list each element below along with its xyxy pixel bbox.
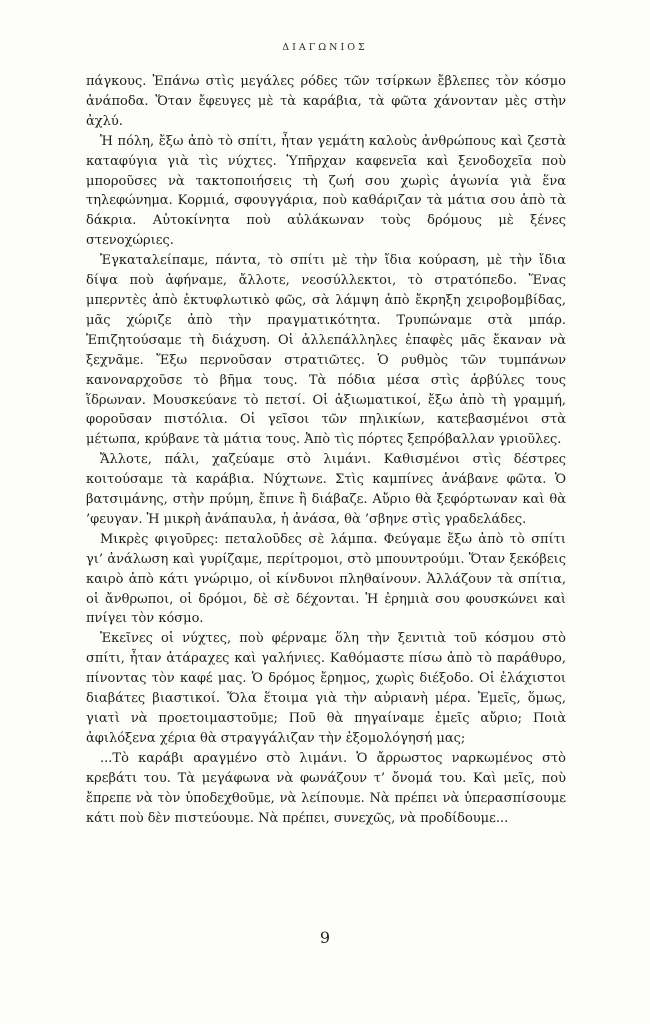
paragraph-3: Ἐγκαταλείπαμε, πάντα, τὸ σπίτι μὲ τὴν ἴδια κούραση, μὲ τὴν ἴδια δίψα ποὺ ἀφήναμε, ἄλλοτε, νεοσύλλεκτοι, τὸ στρατόπεδο. Ἕνας μπερντὲς ἀπὸ ἐκτυφλωτικὸ φῶς, σὰ λάμψη ἀπὸ ἔκρηξη χειροβομβίδας, μᾶς χώριζε ἀπὸ τὴν πραγματικότητα. Τρυπώναμε στὰ μπάρ. Ἐπιζητούσαμε τὴ διάχυση. Οἱ ἀλλεπάλληλες ἐπαφὲς μᾶς ἔκαναν νὰ ξεχνᾶμε. Ἔξω περνοῦσαν στρατιῶτες. Ὁ ρυθμὸς τῶν τυμπάνων κανοναρχοῦσε τὸ βῆμα τους. Τὰ πόδια μέσα στὶς ἀρβύλες τους ἵδρωναν. Μουσκεύανε τὸ πετσί. Οἱ ἀξιωματικοί, ἔξω ἀπὸ τὴ γραμμή, φοροῦσαν πιστόλια. Οἱ γεῖσοι τῶν πηλικίων, κατεβασμένοι στὰ μέτωπα, κρύβανε τὰ μάτια τους. Ἀπὸ τὶς πόρτες ξεπρόβαλλαν γριοῦλες. — [86, 253, 566, 448]
paragraph-7: ...Τὸ καράβι αραγμένο στὸ λιμάνι. Ὁ ἄρρωστος ναρκωμένος στὸ κρεβάτι του. Τὰ μεγάφωνα νὰ φωνάζουν τ’ ὄνομά του. Καὶ μεῖς, ποὺ ἔπρεπε νὰ τὸν ὑποδεχθοῦμε, νὰ λείπουμε. Νὰ πρέπει νὰ ὑπερασπίσουμε κάτι ποὺ δὲν πιστεύουμε. Νὰ πρέπει, συνεχῶς, νὰ προδίδουμε... — [86, 750, 566, 826]
running-head: ΔΙΑΓΩΝΙΟΣ — [282, 42, 368, 53]
paragraph-4: Ἄλλοτε, πάλι, χαζεύαμε στὸ λιμάνι. Καθισμένοι στὶς δέστρες κοιτούσαμε τὰ καράβια. Νύχτωνε. Στὶς καμπίνες ἀνάβανε φῶτα. Ὁ βατσιμάνης, στὴν πρύμη, ἔπινε ἢ διάβαζε. Αὔριο θὰ ξεφόρτωναν καὶ θὰ ’φευγαν. Ἡ μικρὴ ἀνάπαυλα, ἡ ἀνάσα, θὰ ’σβηνε στὶς γραδελάδες. — [86, 452, 566, 527]
paragraph-1: πάγκους. Ἐπάνω στὶς μεγάλες ρόδες τῶν τσίρκων ἔβλεπες τὸν κόσμο ἀνάποδα. Ὅταν ἔφευγες μὲ τὰ καράβια, τὰ φῶτα χάνονταν μὲς στὴν ἀχλύ. — [86, 74, 566, 129]
paragraph-6: Ἐκεῖνες οἱ νύχτες, ποὺ φέρναμε ὅλη τὴν ξενιτιὰ τοῦ κόσμου στὸ σπίτι, ἦταν ἀτάραχες καὶ γαλήνιες. Καθόμαστε πίσω ἀπὸ τὸ παράθυρο, πίνοντας τὸν καφέ μας. Ὁ δρόμος ἔρημος, χωρὶς διέξοδο. Οἱ ἐλάχιστοι διαβάτες βιαστικοί. Ὅλα ἕτοιμα γιὰ τὴν αὐριανὴ μέρα. Ἐμεῖς, ὅμως, γιατὶ νὰ προετοιμαστοῦμε; Ποῦ θὰ πηγαίναμε ἐμεῖς αὔριο; Ποιὰ ἀφιλόξενα χέρια θὰ στραγγάλιζαν τὴν ἐξομολόγησή μας; — [86, 631, 566, 746]
page-number: 9 — [319, 928, 331, 947]
paragraph-2: Ἡ πόλη, ἔξω ἀπὸ τὸ σπίτι, ἦταν γεμάτη καλοὺς ἀνθρώπους καὶ ζεστὰ καταφύγια γιὰ τὶς νύχτες. Ὑπῆρχαν καφενεῖα καὶ ξενοδοχεῖα ποὺ μποροῦσες νὰ τακτοποιήσεις τὴ ζωή σου χωρὶς ἀγωνία γιὰ ἕνα τηλεφώνημα. Κορμιά, σφουγγάρια, ποὺ καθάριζαν τὰ μάτια σου ἀπὸ τὰ δάκρια. Αὐτοκίνητα ποὺ αὐλάκωναν τοὺς δρόμους μὲ ξένες στενοχώριες. — [86, 133, 566, 249]
body-text — [86, 72, 566, 828]
paragraph-5: Μικρὲς φιγοῦρες: πεταλοῦδες σὲ λάμπα. Φεύγαμε ἔξω ἀπὸ τὸ σπίτι γι’ ἀνάλωση καὶ γυρίζαμε, περίτρομοι, στὸ μπουντρούμι. Ὅταν ξεκόβεις καιρὸ ἀπὸ κάτι γνώριμο, οἱ κίνδυνοι πληθαίνουν. Ἀλλάζουν τὰ σπίτια, οἱ ἄνθρωποι, οἱ δρόμοι, δὲ σὲ δέχονται. Ἡ ἐρημιὰ σου φουσκώνει καὶ πνίγει τὸν κόσμο. — [86, 531, 566, 627]
